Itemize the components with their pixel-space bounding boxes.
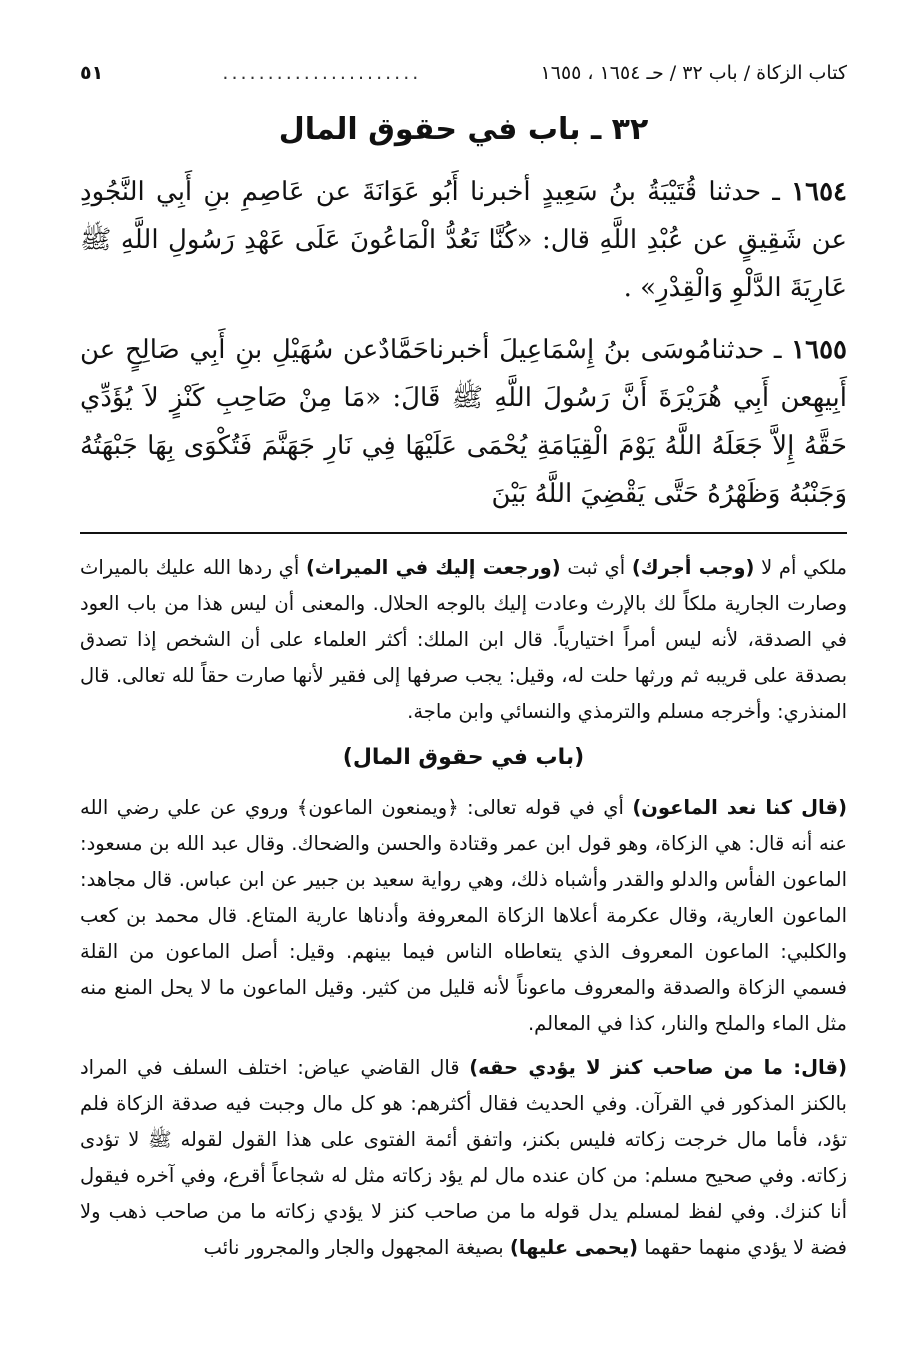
hadith-text: ـ حدثنامُوسَى بنُ إِسْمَاعِيلَ أخبرناحَمَّادٌعن سُهَيْلِ بنِ أَبِي صَالِحٍ عن أَبِيهِعن أَبِي هُرَيْرَةَ أَنَّ رَسُولَ اللَّهِ ﷺ قَالَ: «مَا مِنْ صَاحِبِ كَنْزٍ لاَ يُؤَدِّي حَقَّهُ إِلاَّ جَعَلَهُ اللَّهُ يَوْمَ الْقِيَامَةِ يُحْمَى عَلَيْهَا فِي نَارِ جَهَنَّمَ فَتُكْوَى بِهَا جَبْهَتُهُ وَجَنْبُهُ وَظَهْرُهُ حَتَّى يَقْضِيَ اللَّهُ بَيْنَ	[80, 335, 847, 509]
commentary-text: أي في قوله تعالى: ﴿ويمنعون الماعون﴾ وروي عن علي رضي الله عنه أنه قال: هي الزكاة، وهو قول ابن عمر وقتادة والحسن والضحاك. وقال عبد الله بن مسعود: الماعون الفأس والدلو والقدر وأشباه ذلك، وهي رواية سعيد بن جبير عن ابن عباس. قال مجاهد: الماعون العارية، وقال عكرمة أعلاها الزكاة المعروفة وأدناها عارية المتاع. قال محمد بن كعب والكلبي: الماعون المعروف الذي يتعاطاه الناس فيما بينهم. وقيل: أصل الماعون من القلة فسمي الزكاة والصدقة والمعروف ماعوناً لأنه قليل من كثير. وقيل الماعون ما لا يحل المنع منه مثل الماء والملح والنار، كذا في المعالم.	[80, 796, 847, 1035]
page	[80, 58, 847, 1274]
hadith-number: ١٦٥٤	[791, 177, 848, 207]
commentary-text: قال القاضي عياض: اختلف السلف في المراد بالكنز المذكور في القرآن. وفي الحديث فقال أكثرهم: هو كل مال وجبت فيه صدقة الزكاة فلم تؤد، فأما مال خرجت زكاته فليس بكنز، واتفق أئمة الفتوى على هذا القول لقوله ﷺ لا تؤدى زكاته. وفي صحيح مسلم: من كان عنده مال لم يؤد زكاته مثل له شجاعاً أقرع، وفي آخره فيقول أنا كنزك. وفي لفظ لمسلم يدل قوله ما من صاحب كنز لا يؤدي زكاته ما من صاحب ذهب ولا فضة لا يؤدي منهما حقهما	[80, 1056, 847, 1259]
commentary-paragraph-2	[80, 790, 847, 1042]
commentary-text: بصيغة المجهول والجار والمجرور نائب	[203, 1236, 510, 1259]
hadith-1654	[80, 168, 847, 312]
header-title: كتاب الزكاة / باب ٣٢ / حـ ١٦٥٤ ، ١٦٥٥	[540, 62, 847, 84]
commentary-text: أي ردها الله عليك بالميراث وصارت الجارية ملكاً لك بالإرث وعادت إليك بالوجه الحلال. والمعنى أن ليس هذا من باب العود في الصدقة، لأنه ليس أمراً اختيارياً. قال ابن الملك: أكثر العلماء على أن الشخص إذا تصدق بصدقة على قريبه ثم ورثها حلت له، وقيل: يجب صرفها إلى فقير لأنها صارت حقاً لله تعالى. قال المنذري: وأخرجه مسلم والترمذي والنسائي وابن ماجة.	[80, 556, 847, 723]
hadith-number: ١٦٥٥	[791, 335, 848, 365]
footnote-divider	[80, 532, 847, 534]
commentary-lemma: (وجب أجرك)	[631, 556, 755, 579]
commentary-lemma: (قال كنا نعد الماعون)	[632, 796, 847, 819]
hadith-text: ـ حدثنا قُتَيْبَةُ بنُ سَعِيدٍ أخبرنا أَبُو عَوَانَةَ عن عَاصِمِ بنِ أَبِي النَّجُودِ عن شَقِيقٍ عن عُبْدِ اللَّهِ قال: «كُنَّا نَعُدُّ الْمَاعُونَ عَلَى عَهْدِ رَسُولِ اللَّهِ ﷺ عَارِيَةَ الدَّلْوِ وَالْقِدْرِ» .	[80, 177, 847, 303]
header-leader-dots: ......................	[222, 62, 422, 84]
commentary-lemma: (ورجعت إليك في الميراث)	[306, 556, 561, 579]
page-number: ٥١	[80, 62, 104, 84]
commentary-section-heading: (باب في حقوق المال)	[342, 745, 585, 770]
commentary-paragraph-3	[80, 1050, 847, 1266]
running-header	[80, 58, 847, 88]
hadith-1655	[80, 326, 847, 518]
commentary-lemma: (قال: ما من صاحب كنز لا يؤدي حقه)	[469, 1056, 847, 1079]
commentary-text: أي ثبت	[560, 556, 632, 579]
commentary-paragraph-1	[80, 550, 847, 730]
commentary-lemma: (يحمى عليها)	[509, 1236, 639, 1259]
commentary-text: ملكي أم لا	[754, 556, 847, 579]
chapter-title: ٣٢ ـ باب في حقوق المال	[278, 112, 649, 147]
